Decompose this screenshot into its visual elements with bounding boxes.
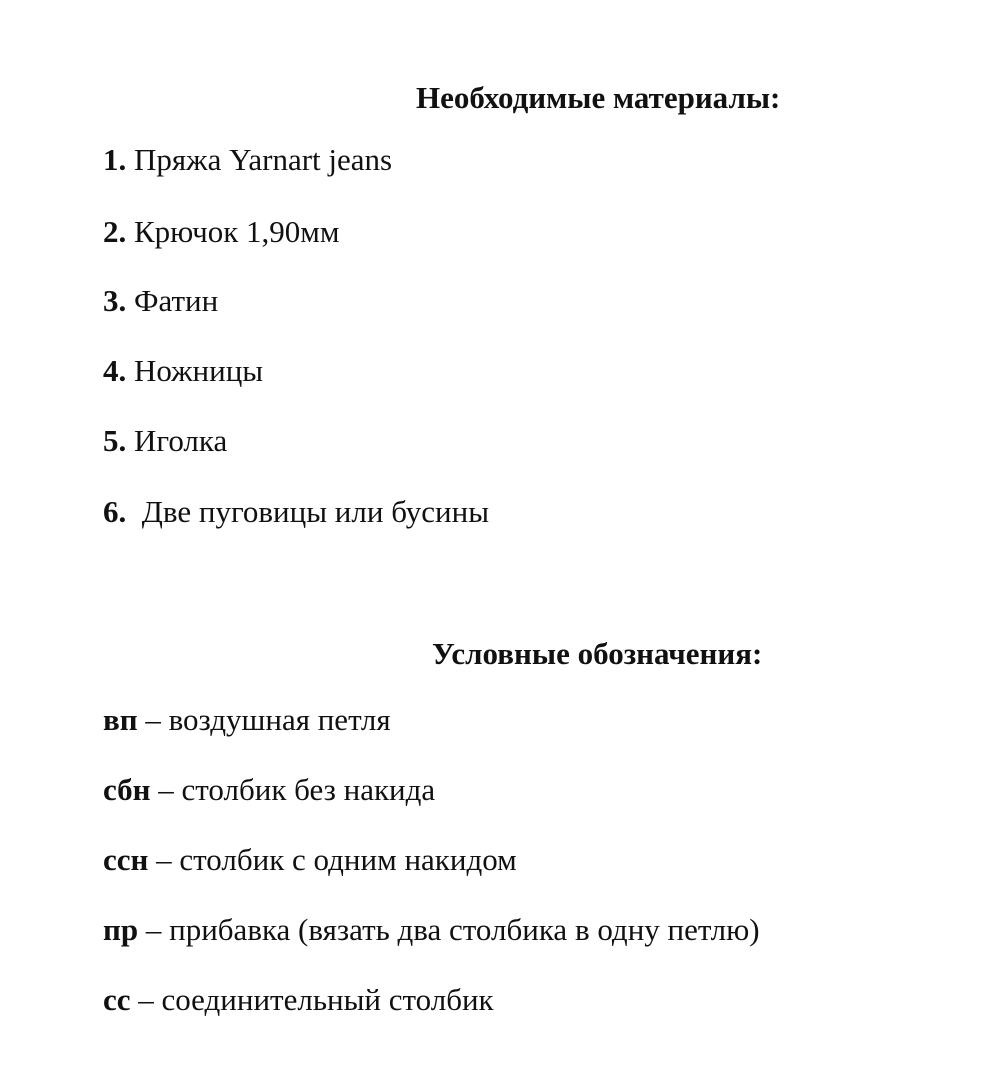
list-item <box>103 353 263 389</box>
item-text: Пряжа Yarnart jeans <box>126 142 393 177</box>
legend-text: – прибавка (вязать два столбика в одну петлю) <box>138 912 760 947</box>
legend-text: – воздушная петля <box>137 702 391 737</box>
materials-heading: Необходимые материалы: <box>416 80 781 115</box>
list-item <box>103 283 218 319</box>
legend-item <box>103 772 435 808</box>
item-text: Иголка <box>126 423 228 458</box>
legend-text: – столбик без накида <box>150 772 436 807</box>
legend-item <box>103 982 494 1018</box>
item-text: Ножницы <box>126 353 264 388</box>
list-item <box>103 423 227 459</box>
legend-abbr: вп <box>103 702 138 737</box>
item-number: 1. <box>103 142 127 177</box>
legend-abbr: сбн <box>103 772 151 807</box>
legend-item <box>103 842 517 878</box>
legend-item <box>103 912 760 948</box>
legend-abbr: ссн <box>103 842 149 877</box>
legend-heading: Условные обозначения: <box>432 636 763 671</box>
item-text: Фатин <box>126 283 219 318</box>
list-item <box>103 142 392 178</box>
item-text: Две пуговицы или бусины <box>126 494 490 529</box>
item-number: 3. <box>103 283 127 318</box>
list-item <box>103 214 340 250</box>
item-number: 2. <box>103 214 127 249</box>
list-item <box>103 494 489 530</box>
item-text: Крючок 1,90мм <box>126 214 340 249</box>
legend-abbr: сс <box>103 982 131 1017</box>
legend-text: – столбик с одним накидом <box>148 842 517 877</box>
legend-text: – соединительный столбик <box>130 982 494 1017</box>
item-number: 5. <box>103 423 127 458</box>
legend-item <box>103 702 391 738</box>
item-number: 6. <box>103 494 127 529</box>
item-number: 4. <box>103 353 127 388</box>
legend-abbr: пр <box>103 912 139 947</box>
